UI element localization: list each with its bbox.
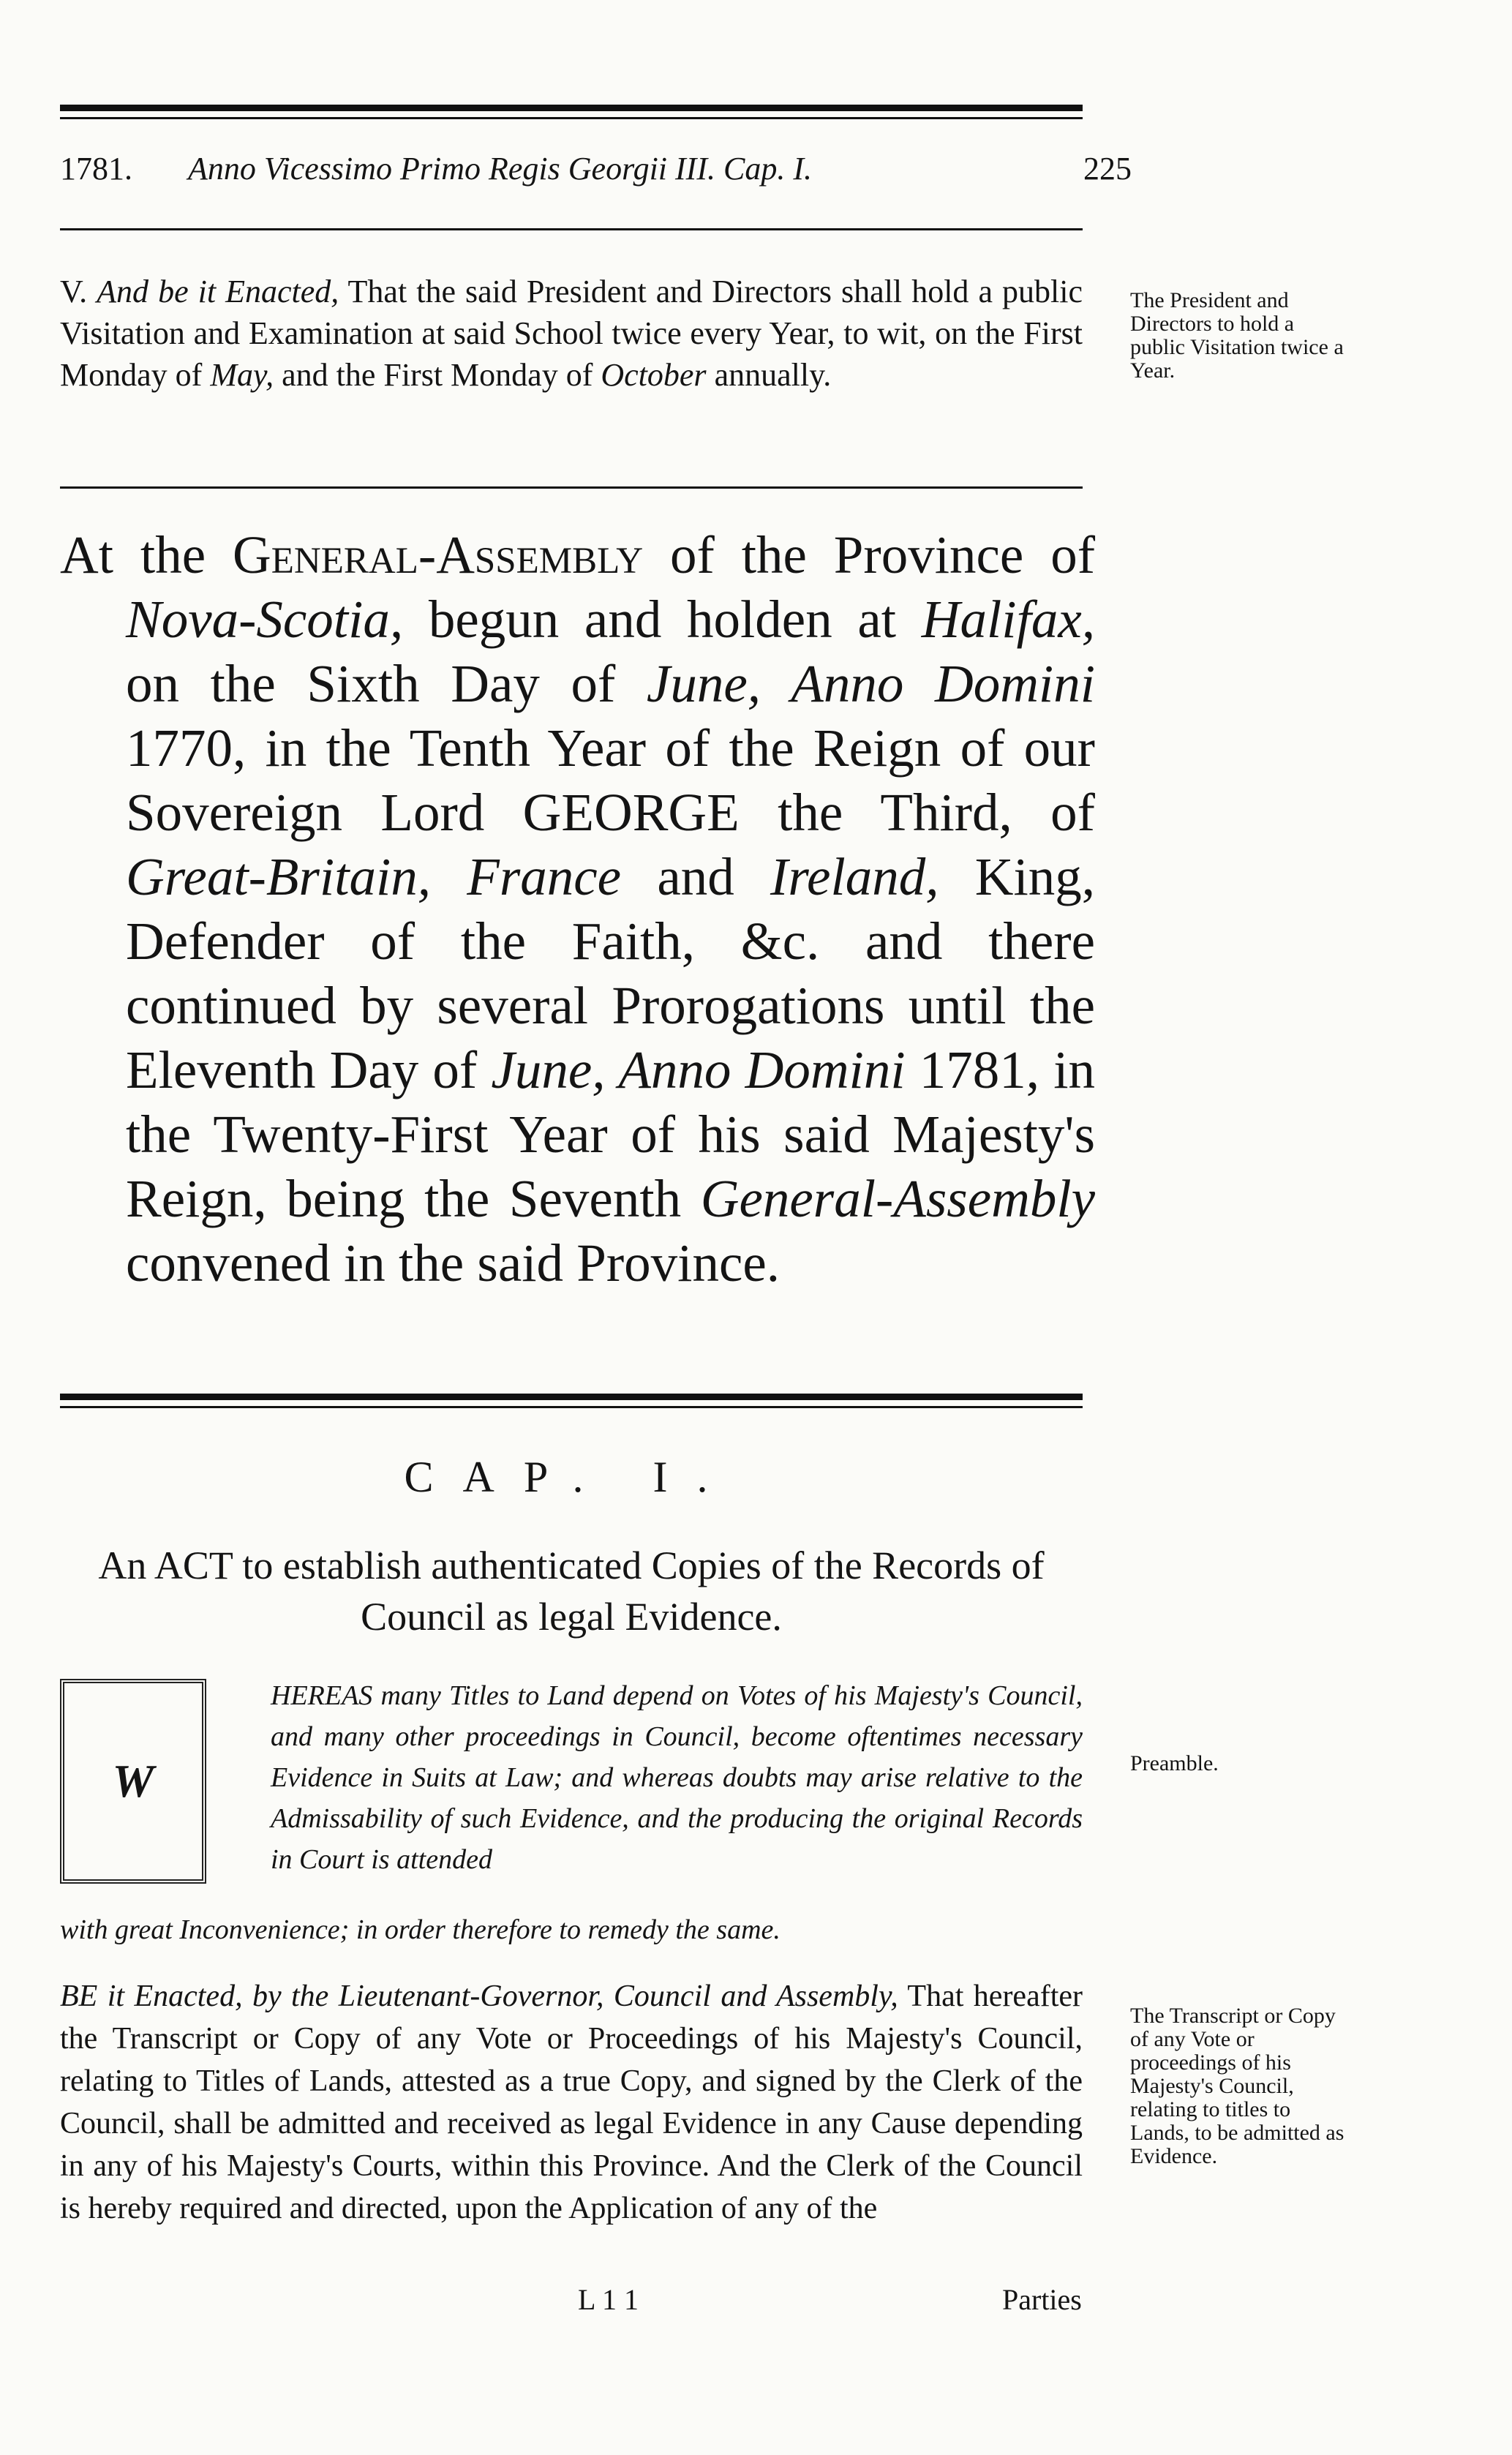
assembly-t6: and bbox=[621, 847, 771, 906]
section-text-2: and the First Monday of bbox=[274, 357, 601, 393]
top-rule-thick bbox=[60, 105, 1083, 111]
header-year: 1781. bbox=[60, 151, 132, 187]
chapter-heading: CAP. I. bbox=[404, 1453, 737, 1501]
section-month-1: May, bbox=[210, 357, 274, 393]
catchword: Parties bbox=[1002, 2283, 1082, 2316]
header-title: Anno Vicessimo Primo Regis Georgii III. Cap. I. bbox=[188, 151, 812, 187]
assembly-great-britain: Great-Britain, France bbox=[126, 847, 622, 906]
assembly-ga-italic: General-Assembly bbox=[700, 1169, 1095, 1228]
assembly-t9: convened in the said Province. bbox=[126, 1233, 781, 1293]
assembly-rule-thin bbox=[60, 1406, 1083, 1408]
section-month-2: October bbox=[601, 357, 707, 393]
header-rule bbox=[60, 228, 1083, 230]
page-number: 225 bbox=[1083, 151, 1132, 187]
assembly-june-1: June, Anno Domini bbox=[646, 654, 1096, 713]
section-text-1: That the said President and Directors shall hold a public Visitation and Examination at said School twice every Year, to wit, on the First Monday of bbox=[60, 274, 1083, 393]
assembly-ireland: Ireland, bbox=[770, 847, 939, 906]
margin-note-visitation: The President and Directors to hold a public Visitation twice a Year. bbox=[1130, 288, 1344, 383]
assembly-t8: 1781, in the Twenty-First Year of his said Majesty's Reign, being the Seventh bbox=[126, 1040, 1095, 1228]
section-lead: And be it Enacted, bbox=[97, 274, 339, 309]
assembly-t2: of the Province of bbox=[643, 525, 1096, 584]
assembly-t3: begun and holden at bbox=[403, 590, 922, 649]
preamble-tail: with great Inconvenience; in order therefore to remedy the same. bbox=[60, 1914, 781, 1945]
assembly-heading bbox=[60, 523, 1095, 1296]
margin-note-transcript: The Transcript or Copy of any Vote or proceedings of his Majesty's Council, relating to titles to Lands, to be admitted as Evidence. bbox=[1130, 2004, 1344, 2168]
top-rule-thin bbox=[60, 117, 1083, 119]
enactment-paragraph bbox=[60, 1975, 1083, 2230]
assembly-nova-scotia: Nova-Scotia, bbox=[126, 590, 404, 649]
assembly-t1: At the bbox=[60, 525, 233, 584]
signature-mark: L 1 1 bbox=[578, 2283, 639, 2316]
assembly-june-2: June, Anno Domini bbox=[491, 1040, 906, 1099]
section-text-3: annually. bbox=[706, 357, 832, 393]
section-number: V. bbox=[60, 274, 88, 309]
margin-note-preamble: Preamble. bbox=[1130, 1751, 1219, 1775]
enactment-text: That hereafter the Transcript or Copy of any Vote or Proceedings of his Majesty's Council, relating to Titles of Lands, attested as a true Copy, and signed by the Clerk of the Council, shall be admitted and received as legal Evidence in any Cause depending in any of his Majesty's Courts, within this Province. And the Clerk of the Council is hereby required and directed, upon the Application of any of the bbox=[60, 1980, 1083, 2225]
assembly-t4: on the Sixth Day of bbox=[126, 654, 647, 713]
assembly-t7: King, Defender of the Faith, &c. and there continued by several Prorogations until the Eleventh Day of bbox=[126, 847, 1096, 1099]
assembly-halifax: Halifax, bbox=[921, 590, 1095, 649]
assembly-rule-thick bbox=[60, 1394, 1083, 1400]
assembly-general-assembly: General-Assembly bbox=[233, 525, 644, 584]
section-rule bbox=[60, 486, 1083, 489]
preamble-text: HEREAS many Titles to Land depend on Votes of his Majesty's Council, and many other proceedings in Council, become oftentimes necessary Evidence in Suits at Law; and whereas doubts may arise relative to the Admissability of such Evidence, and the producing the original Records in Court is attended bbox=[271, 1680, 1083, 1875]
decorated-initial: W bbox=[60, 1679, 206, 1884]
act-title: An ACT to establish authenticated Copies of the Records of Council as legal Evidence. bbox=[98, 1544, 1045, 1639]
enactment-lead: BE it Enacted, by the Lieutenant-Governor, Council and Assembly, bbox=[60, 1980, 898, 2013]
section-v-paragraph bbox=[60, 271, 1083, 396]
running-header bbox=[60, 150, 1132, 194]
assembly-t5: 1770, in the Tenth Year of the Reign of our Sovereign Lord GEORGE the Third, of bbox=[126, 718, 1095, 842]
